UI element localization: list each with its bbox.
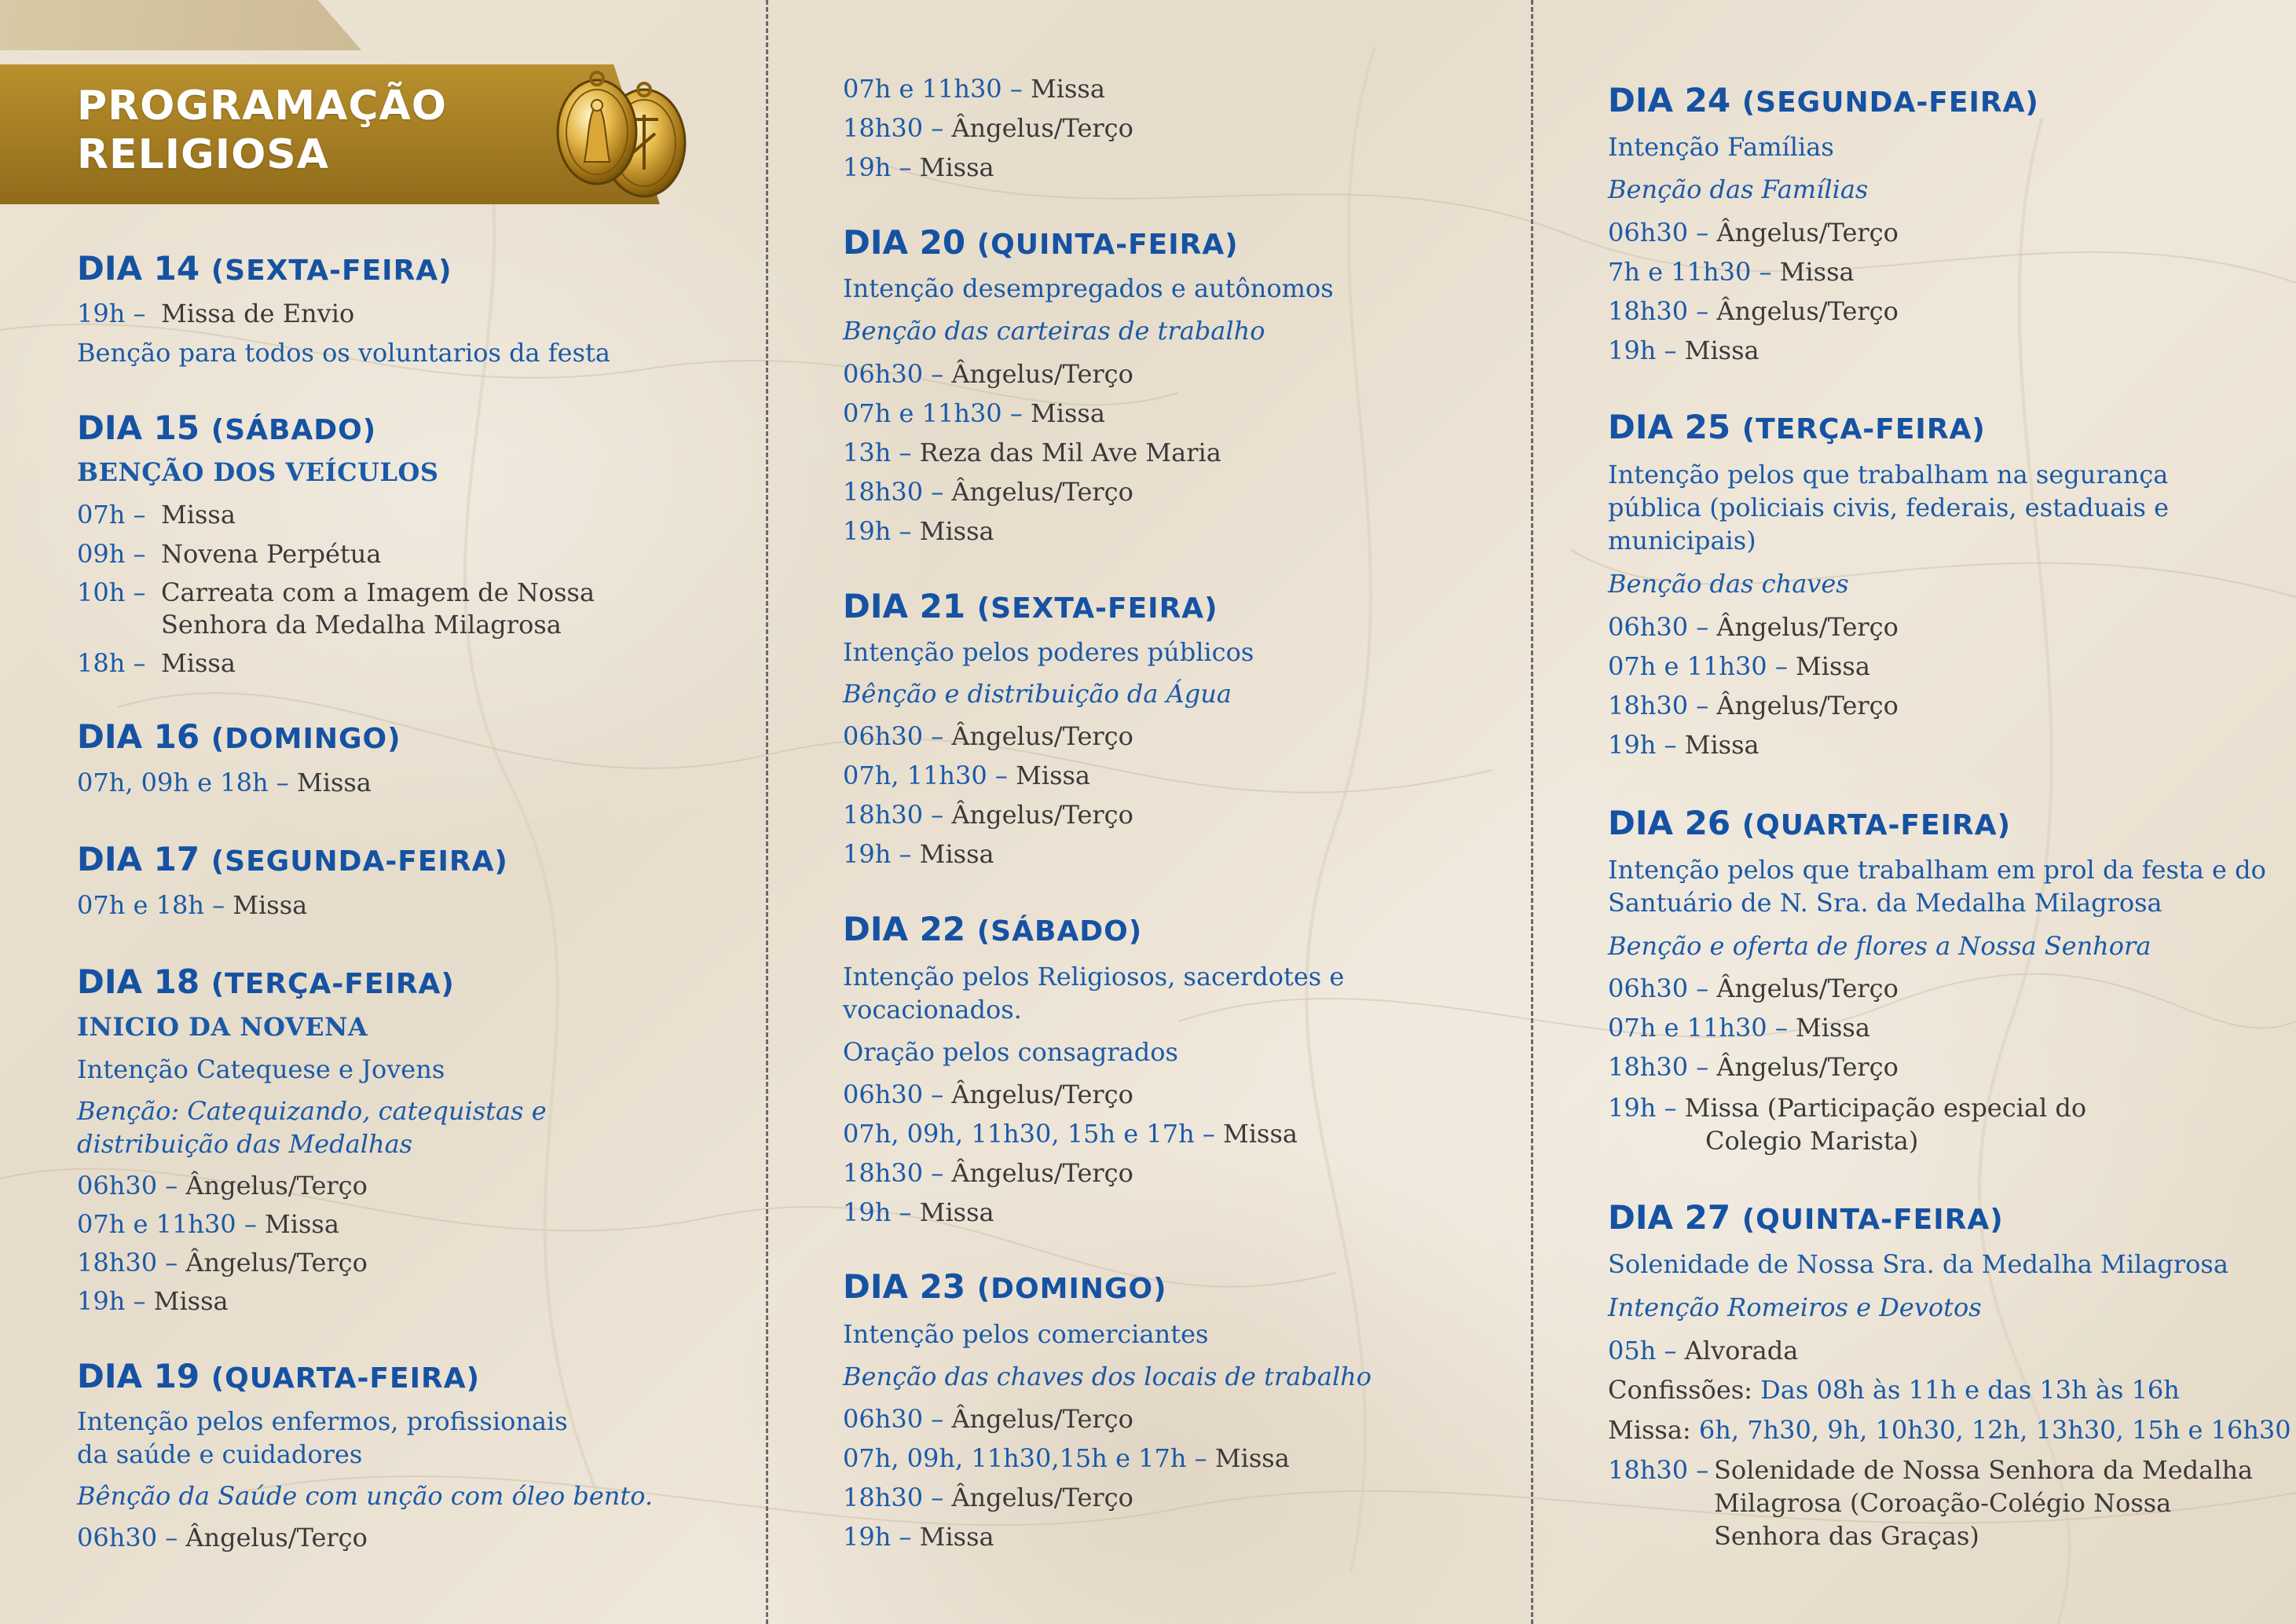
schedule-line: 19h – Missa [1608,335,1760,365]
day-16-heading: DIA 16 (DOMINGO) [77,717,401,756]
intention-text: Intenção desempregados e autônomos [843,273,1334,303]
schedule-line: 18h30 – Ângelus/Terço [843,1158,1133,1188]
schedule-line: 06h30 – Ângelus/Terço [1608,973,1899,1003]
intention-text-continuation: municipais) [1608,526,1756,555]
day-24-heading: DIA 24 (SEGUNDA-FEIRA) [1608,81,2039,119]
intention-text-continuation: pública (policiais civis, federais, estaduais e [1608,493,2170,522]
confessions-line: Confissões: Das 08h às 11h e das 13h às 16h [1608,1375,2180,1405]
day-22-heading: DIA 22 (SÁBADO) [843,910,1143,948]
day-14-heading: DIA 14 (SEXTA-FEIRA) [77,249,452,288]
schedule-line: 19h – Missa [77,1286,229,1316]
solemnity-text: Solenidade de Nossa Sra. da Medalha Milagrosa [1608,1249,2228,1279]
day-20-heading: DIA 20 (QUINTA-FEIRA) [843,223,1239,262]
schedule-line: 19h – Missa [843,1197,994,1227]
schedule-line: 06h30 – Ângelus/Terço [77,1523,368,1553]
column-divider-1 [766,0,768,1624]
schedule-line: 07h e 11h30 – Missa [843,398,1105,428]
schedule-line: 19h – Missa de Envio [77,299,355,328]
blessing-text: Benção das chaves dos locais de trabalho [843,1362,1372,1391]
schedule-line: 13h – Reza das Mil Ave Maria [843,438,1221,467]
event-caption: INICIO DA NOVENA [77,1012,368,1042]
intention-text-continuation: vocacionados. [843,995,1022,1025]
schedule-line: 09h – Novena Perpétua [77,539,382,569]
schedule-line: 18h30 – Ângelus/Terço [843,113,1133,143]
miraculous-medal-icon [540,60,698,209]
day-27-heading: DIA 27 (QUINTA-FEIRA) [1608,1198,2004,1237]
schedule-line: 07h, 09h, 11h30, 15h e 17h – Missa [843,1119,1298,1149]
blessing-text: Benção para todos os voluntarios da festa [77,338,610,368]
event-caption: BENÇÃO DOS VEÍCULOS [77,457,439,487]
column-divider-2 [1531,0,1533,1624]
blessing-text: Benção: Catequizando, catequistas e [77,1096,547,1126]
blessing-text: Benção das carteiras de trabalho [843,316,1265,346]
schedule-line: 18h30 – Ângelus/Terço [77,1248,368,1278]
day-15-heading: DIA 15 (SÁBADO) [77,409,377,447]
schedule-line-continuation: Colegio Marista) [1705,1126,1919,1156]
prayer-text: Oração pelos consagrados [843,1037,1178,1067]
blessing-text: Benção das chaves [1608,569,1849,599]
schedule-line: 07h e 11h30 – Missa [77,1209,339,1239]
schedule-line: 18h30 – Ângelus/Terço [843,800,1133,830]
intention-text: Intenção pelos comerciantes [843,1319,1209,1349]
schedule-line-continuation: Senhora da Medalha Milagrosa [161,610,562,640]
schedule-line: 07h e 11h30 – Missa [1608,1013,1870,1043]
schedule-line: 7h e 11h30 – Missa [1608,257,1855,287]
page-title-line-1: PROGRAMAÇÃO [77,82,447,130]
mass-times-line: Missa: 6h, 7h30, 9h, 10h30, 12h, 13h30, 15h e 16h30 [1608,1415,2291,1445]
intention-text: Intenção Romeiros e Devotos [1608,1292,1982,1322]
day-25-heading: DIA 25 (TERÇA-FEIRA) [1608,408,1986,446]
schedule-line: 06h30 – Ângelus/Terço [843,1404,1133,1434]
intention-text: Intenção pelos que trabalham na segurança [1608,460,2169,489]
day-23-heading: DIA 23 (DOMINGO) [843,1267,1167,1306]
intention-text: Intenção pelos que trabalham em prol da festa e do [1608,855,2266,885]
schedule-line: 19h – Missa [843,839,994,869]
schedule-line: 19h – Missa [1608,730,1760,760]
intention-text: Intenção Catequese e Jovens [77,1054,445,1084]
schedule-line-continuation: Senhora das Graças) [1714,1521,1979,1551]
schedule-line: 07h, 09h, 11h30,15h e 17h – Missa [843,1443,1290,1473]
blessing-text: Bênção e distribuição da Água [843,679,1232,709]
schedule-line: 07h – Missa [77,500,236,530]
day-18-heading: DIA 18 (TERÇA-FEIRA) [77,962,455,1001]
schedule-line: 19h – Missa [843,1522,994,1552]
schedule-line: 06h30 – Ângelus/Terço [843,1080,1133,1109]
page-title-line-2: RELIGIOSA [77,131,329,178]
schedule-line: 19h – Missa [843,516,994,546]
banner-decoration [0,0,361,50]
intention-text-continuation: Santuário de N. Sra. da Medalha Milagrosa [1608,888,2162,918]
schedule-line: 18h30 – Ângelus/Terço [843,1483,1133,1512]
blessing-text: Benção e oferta de flores a Nossa Senhora [1608,931,2151,961]
schedule-line: 07h e 18h – Missa [77,890,308,920]
schedule-line: 10h – Carreata com a Imagem de Nossa [77,577,595,607]
day-26-heading: DIA 26 (QUARTA-FEIRA) [1608,804,2012,842]
schedule-line: 07h e 11h30 – Missa [1608,651,1870,681]
schedule-line: 19h – Missa [843,152,994,182]
schedule-line: 18h30 – Solenidade de Nossa Senhora da Medalha [1608,1455,2254,1485]
schedule-line: 06h30 – Ângelus/Terço [843,359,1133,389]
schedule-line: 18h30 – Ângelus/Terço [1608,296,1899,326]
schedule-line: 07h e 11h30 – Missa [843,74,1105,104]
schedule-line: 06h30 – Ângelus/Terço [1608,218,1899,247]
blessing-text: Benção das Famílias [1608,174,1869,204]
page-title [77,82,447,179]
day-17-heading: DIA 17 (SEGUNDA-FEIRA) [77,840,508,878]
blessing-text-continuation: distribuição das Medalhas [77,1129,413,1159]
schedule-line: 18h30 – Ângelus/Terço [843,477,1133,507]
schedule-line: 18h – Missa [77,648,236,678]
schedule-line-continuation: Milagrosa (Coroação-Colégio Nossa [1714,1488,2172,1518]
intention-text: Intenção Famílias [1608,132,1834,162]
intention-text-continuation: da saúde e cuidadores [77,1439,363,1469]
intention-text: Intenção pelos Religiosos, sacerdotes e [843,962,1345,992]
schedule-line: 06h30 – Ângelus/Terço [1608,612,1899,642]
day-19-heading: DIA 19 (QUARTA-FEIRA) [77,1357,481,1395]
day-21-heading: DIA 21 (SEXTA-FEIRA) [843,587,1218,625]
schedule-line: 18h30 – Ângelus/Terço [1608,691,1899,720]
schedule-line: 06h30 – Ângelus/Terço [77,1171,368,1201]
intention-text: Intenção pelos poderes públicos [843,637,1254,667]
schedule-line: 05h – Alvorada [1608,1336,1799,1366]
blessing-text: Bênção da Saúde com unção com óleo bento. [77,1481,654,1511]
schedule-line: 07h, 09h e 18h – Missa [77,768,372,797]
schedule-line: 19h – Missa (Participação especial do [1608,1093,2087,1123]
intention-text: Intenção pelos enfermos, profissionais [77,1406,568,1436]
schedule-line: 18h30 – Ângelus/Terço [1608,1052,1899,1082]
schedule-line: 07h, 11h30 – Missa [843,761,1090,790]
schedule-line: 06h30 – Ângelus/Terço [843,721,1133,751]
